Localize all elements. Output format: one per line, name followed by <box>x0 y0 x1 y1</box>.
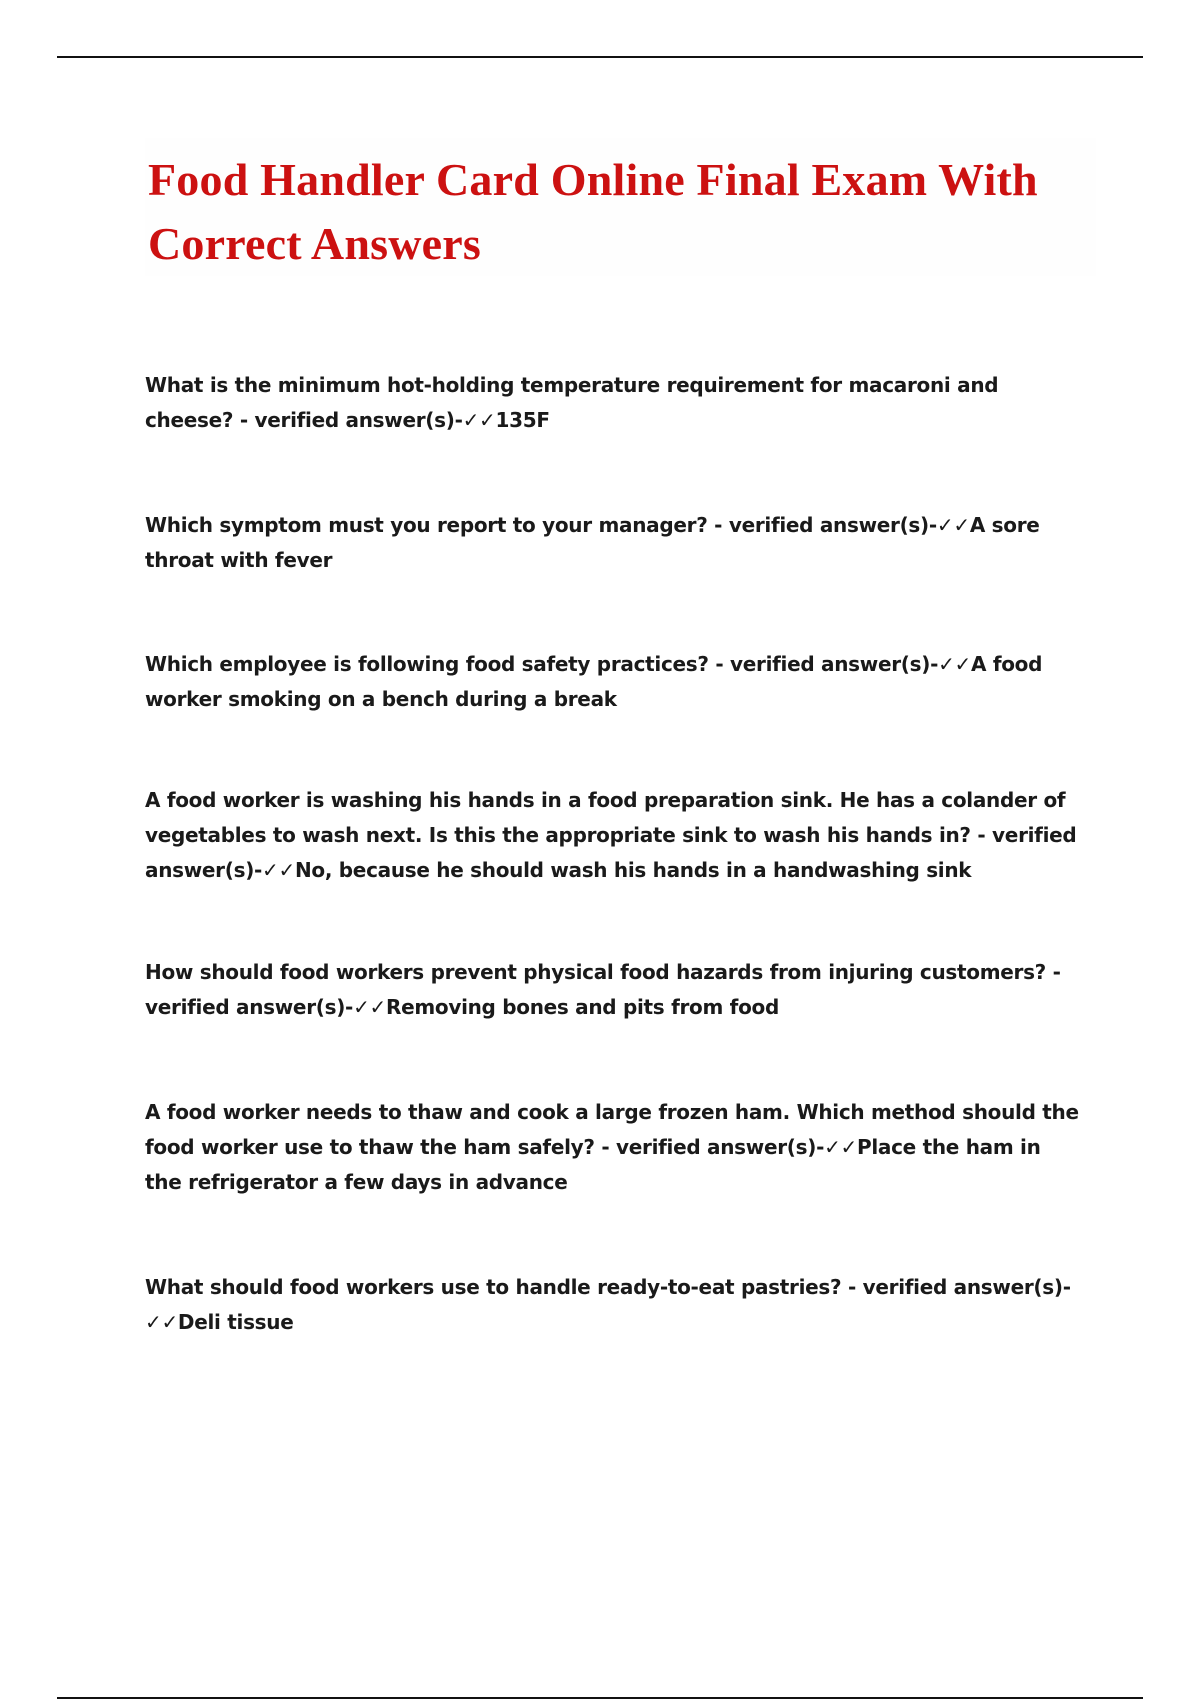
check-icon: ✓✓ <box>938 652 971 676</box>
verified-label: - verified answer(s)- <box>707 513 937 537</box>
verified-label: - verified answer(s)- <box>233 408 463 432</box>
answer-text: Removing bones and pits from food <box>385 995 779 1019</box>
verified-label: - verified answer(s)- <box>841 1275 1071 1299</box>
answer-text: A sore throat with fever <box>145 513 1040 572</box>
answer-text: No, because he should wash his hands in a handwashing sink <box>294 858 972 882</box>
qa-item-7 <box>145 1270 1080 1340</box>
question-text: A food worker needs to thaw and cook a large frozen ham. Which method should the food worker use to thaw the ham safely? <box>145 1100 1079 1159</box>
answer-text: A food worker smoking on a bench during a break <box>145 652 1043 711</box>
verified-label: - verified answer(s)- <box>594 1135 825 1159</box>
check-icon: ✓✓ <box>824 1135 857 1159</box>
footer-rule <box>57 1697 1143 1699</box>
question-text: What should food workers use to handle ready-to-eat pastries? <box>145 1275 842 1299</box>
document-title: Food Handler Card Online Final Exam With Correct Answers <box>148 154 1038 269</box>
qa-item-5 <box>145 955 1080 1025</box>
verified-label: - verified answer(s)- <box>145 823 1077 882</box>
qa-list <box>145 0 1085 1700</box>
answer-text: 135F <box>495 408 550 432</box>
qa-item-1 <box>145 368 1080 438</box>
check-icon: ✓✓ <box>936 513 970 537</box>
question-text: Which employee is following food safety practices? <box>145 652 709 676</box>
qa-item-3 <box>145 647 1080 717</box>
check-icon: ✓✓ <box>145 1310 178 1334</box>
qa-item-6 <box>145 1095 1080 1200</box>
check-icon: ✓✓ <box>353 995 386 1019</box>
question-text: A food worker is washing his hands in a food preparation sink. He has a colander of vegetables to wash next. Is this the appropriate sink to wash his hands in? <box>145 788 1066 847</box>
question-text: How should food workers prevent physical food hazards from injuring customers? <box>145 960 1046 984</box>
verified-label: - verified answer(s)- <box>145 960 1061 1019</box>
answer-text: Deli tissue <box>177 1310 294 1334</box>
check-icon: ✓✓ <box>462 408 496 432</box>
verified-label: - verified answer(s)- <box>708 652 939 676</box>
answer-text: Place the ham in the refrigerator a few days in advance <box>145 1135 1041 1194</box>
qa-item-2 <box>145 508 1080 578</box>
question-text: What is the minimum hot-holding temperature requirement for macaroni and cheese? <box>145 373 999 432</box>
question-text: Which symptom must you report to your manager? <box>145 513 708 537</box>
check-icon: ✓✓ <box>262 858 295 882</box>
qa-item-4 <box>145 783 1080 888</box>
